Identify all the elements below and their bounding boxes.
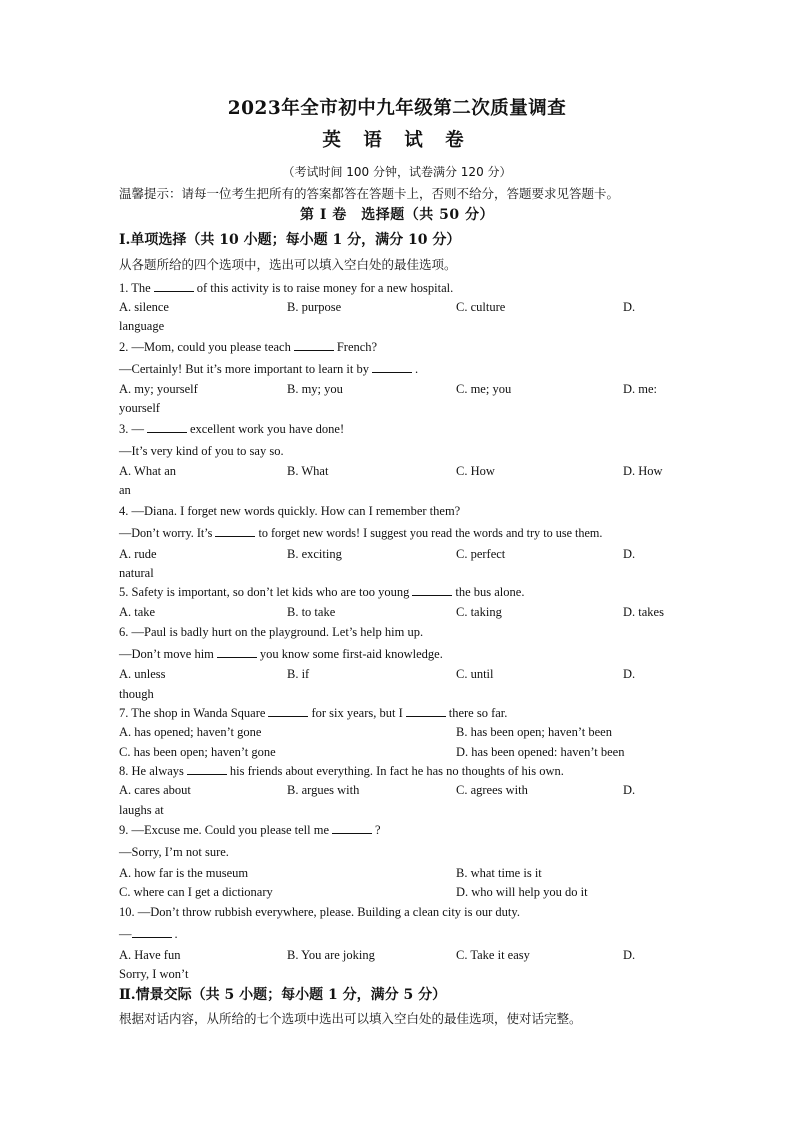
q8-option-a: A. cares about [119,783,191,797]
q2-option-c: C. me; you [456,382,512,396]
q6-option-d: D. [623,667,636,681]
part-title: 第 I 卷 选择题（共 50 分） [299,207,495,223]
question-1-stem: 1. The of this activity is to raise money for a new hospital. [119,281,454,295]
q3-option-a: A. What an [119,464,177,478]
q4-option-a: A. rude [119,547,157,561]
q10-option-d-text: Sorry, I won’t [119,967,189,981]
q5-option-b: B. to take [287,605,336,619]
q2-option-d-text: yourself [119,401,160,415]
q9-option-b: B. what time is it [456,866,542,880]
question-10-stem: 10. —Don’t throw rubbish everywhere, please. Building a clean city is our duty. [119,905,520,919]
section1-title: Ⅰ.单项选择（共 10 小题；每小题 1 分，满分 10 分） [119,232,461,248]
question-9-stem: 9. —Excuse me. Could you please tell me ? [119,823,381,837]
answer-blank [132,926,172,938]
q10-option-c: C. Take it easy [456,948,530,962]
q10-option-a: A. Have fun [119,948,181,962]
question-2-reply: —Certainly! But it’s more important to learn it by . [119,362,419,376]
q8-option-b: B. argues with [287,783,360,797]
q10-option-b: B. You are joking [287,948,375,962]
q6-option-b: B. if [287,667,310,681]
question-2-stem: 2. —Mom, could you please teach French? [119,340,378,354]
answer-blank [268,705,308,717]
question-6-reply: —Don’t move him you know some first-aid knowledge. [119,647,443,661]
q6-option-d-text: though [119,687,154,701]
q1-option-d-text: language [119,319,165,333]
q4-option-b: B. exciting [287,547,342,561]
answer-blank [406,705,446,717]
answer-blank [372,361,412,373]
q4-option-c: C. perfect [456,547,506,561]
q9-option-a: A. how far is the museum [119,866,249,880]
answer-blank [147,421,187,433]
q10-option-d: D. [623,948,636,962]
exam-subtitle: 英 语 试 卷 [322,130,472,151]
q1-option-b: B. purpose [287,300,342,314]
q7-option-a: A. has opened; haven’t gone [119,725,262,739]
answer-blank [217,646,257,658]
q8-option-c: C. agrees with [456,783,528,797]
q5-option-c: C. taking [456,605,502,619]
q7-option-b: B. has been open; haven’t been [456,725,612,739]
section2-instruction: 根据对话内容，从所给的七个选项中选出可以填入空白处的最佳选项，使对话完整。 [119,1011,582,1026]
question-7-stem: 7. The shop in Wanda Square for six years, but I there so far. [119,706,508,720]
exam-tip: 温馨提示：请每一位考生把所有的答案都答在答题卡上，否则不给分，答题要求见答题卡。 [119,186,620,201]
answer-blank [412,584,452,596]
q5-option-a: A. take [119,605,156,619]
q1-option-a: A. silence [119,300,169,314]
answer-blank [154,280,194,292]
exam-time-note: （考试时间 100 分钟，试卷满分 120 分） [282,165,512,179]
question-6-stem: 6. —Paul is badly hurt on the playground. Let’s help him up. [119,625,424,639]
answer-blank [294,339,334,351]
q3-option-b: B. What [287,464,329,478]
q2-option-d: D. me: [623,382,658,396]
q3-option-d: D. How [623,464,663,478]
q8-option-d-text: laughs at [119,803,164,817]
answer-blank [332,822,372,834]
q9-option-c: C. where can I get a dictionary [119,885,273,899]
section2-title: Ⅱ.情景交际（共 5 小题；每小题 1 分，满分 5 分） [119,987,447,1003]
question-3-stem: 3. — excellent work you have done! [119,422,345,436]
question-4-stem: 4. —Diana. I forget new words quickly. How can I remember them? [119,504,461,518]
question-4-reply: —Don’t worry. It’s to forget new words! I suggest you read the words and try to use them. [119,526,603,540]
q3-option-c: C. How [456,464,495,478]
q1-option-d: D. [623,300,636,314]
q7-option-c: C. has been open; haven’t gone [119,745,276,759]
q7-option-d: D. has been opened: haven’t been [456,745,625,759]
q1-option-c: C. culture [456,300,506,314]
q2-option-a: A. my; yourself [119,382,198,396]
answer-blank [187,763,227,775]
q2-option-b: B. my; you [287,382,343,396]
q6-option-a: A. unless [119,667,166,681]
question-8-stem: 8. He always his friends about everything. In fact he has no thoughts of his own. [119,764,564,778]
question-10-reply: — . [119,927,178,941]
q8-option-d: D. [623,783,636,797]
question-5-stem: 5. Safety is important, so don’t let kids who are too young the bus alone. [119,585,525,599]
question-3-reply: —It’s very kind of you to say so. [119,444,284,458]
answer-blank [215,525,255,537]
q9-option-d: D. who will help you do it [456,885,588,899]
q4-option-d: D. [623,547,636,561]
question-9-reply: —Sorry, I’m not sure. [119,845,229,859]
q3-option-d-text: an [119,483,131,497]
q6-option-c: C. until [456,667,494,681]
exam-title: 2023年全市初中九年级第二次质量调查 [227,98,567,119]
section1-instruction: 从各题所给的四个选项中，选出可以填入空白处的最佳选项。 [119,257,457,272]
q4-option-d-text: natural [119,566,154,580]
q5-option-d: D. takes [623,605,664,619]
